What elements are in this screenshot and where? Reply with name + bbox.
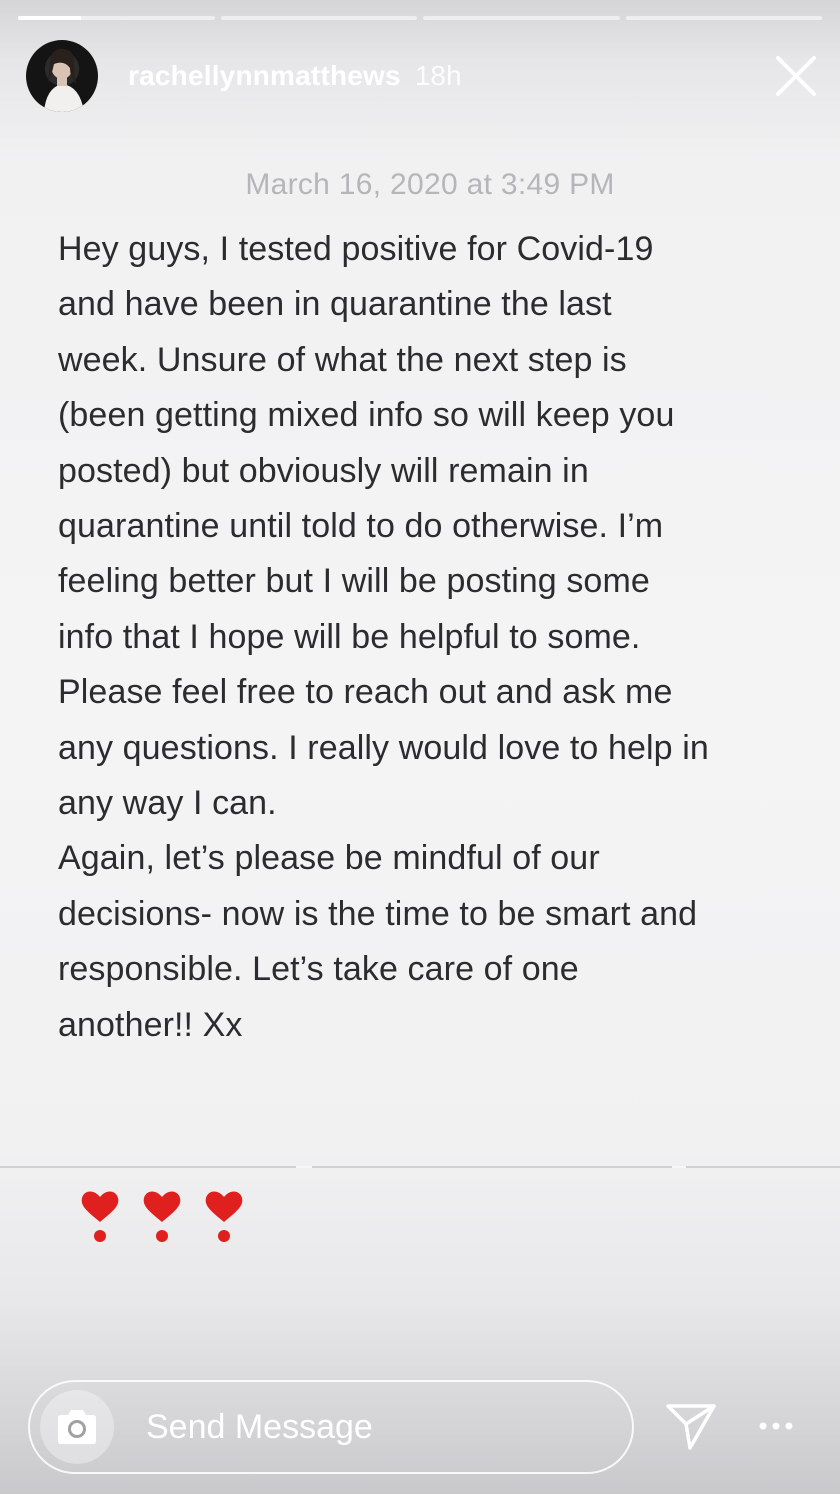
heart-exclamation-icon (140, 1188, 184, 1244)
story-header (26, 40, 820, 112)
camera-button[interactable] (40, 1390, 114, 1464)
divider (0, 1166, 840, 1168)
send-message-input[interactable] (28, 1380, 634, 1474)
story-progress-bar (18, 16, 822, 20)
heart-exclamation-icon (202, 1188, 246, 1244)
note-line: week. Unsure of what the next step is (58, 340, 627, 379)
note-date: March 16, 2020 at 3:49 PM (245, 168, 615, 201)
send-direct-button[interactable] (664, 1400, 718, 1454)
note-line: posted) but obviously will remain in (58, 451, 589, 490)
note-line: quarantine until told to do otherwise. I’m (58, 507, 664, 546)
note-line: decisions- now is the time to be smart and (58, 894, 698, 933)
close-icon (774, 54, 818, 98)
progress-segment (423, 16, 620, 20)
more-dots-icon (758, 1418, 794, 1434)
note-line: any way I can. (58, 784, 277, 823)
camera-icon (54, 1408, 100, 1446)
divider-gap (672, 1166, 686, 1168)
note-line: responsible. Let’s take care of one (58, 950, 579, 989)
note-line: feeling better but I will be posting some (58, 562, 650, 601)
avatar[interactable] (26, 40, 98, 112)
progress-segment (221, 16, 418, 20)
send-message-placeholder: Send Message (146, 1407, 373, 1446)
close-button[interactable] (774, 54, 818, 98)
progress-segment (626, 16, 823, 20)
note-line: (been getting mixed info so will keep you (58, 396, 675, 435)
progress-segment (18, 16, 215, 20)
paper-plane-icon (664, 1400, 718, 1454)
avatar-portrait (26, 40, 98, 112)
note-body (58, 222, 828, 1053)
note-line: any questions. I really would love to help in (58, 728, 709, 767)
note-line: info that I hope will be helpful to some. (58, 617, 641, 656)
more-options-button[interactable] (758, 1418, 794, 1434)
note-line: and have been in quarantine the last (58, 285, 612, 324)
note-line: Again, let’s please be mindful of our (58, 839, 600, 878)
story-username[interactable]: rachellynnmatthews (128, 60, 401, 91)
reaction-emojis (78, 1188, 246, 1244)
heart-exclamation-icon (78, 1188, 122, 1244)
story-time-ago: 18h (414, 60, 462, 91)
note-line: another!! Xx (58, 1005, 243, 1044)
note-line: Please feel free to reach out and ask me (58, 673, 673, 712)
note-line: Hey guys, I tested positive for Covid-19 (58, 230, 654, 268)
divider-gap (296, 1166, 312, 1168)
